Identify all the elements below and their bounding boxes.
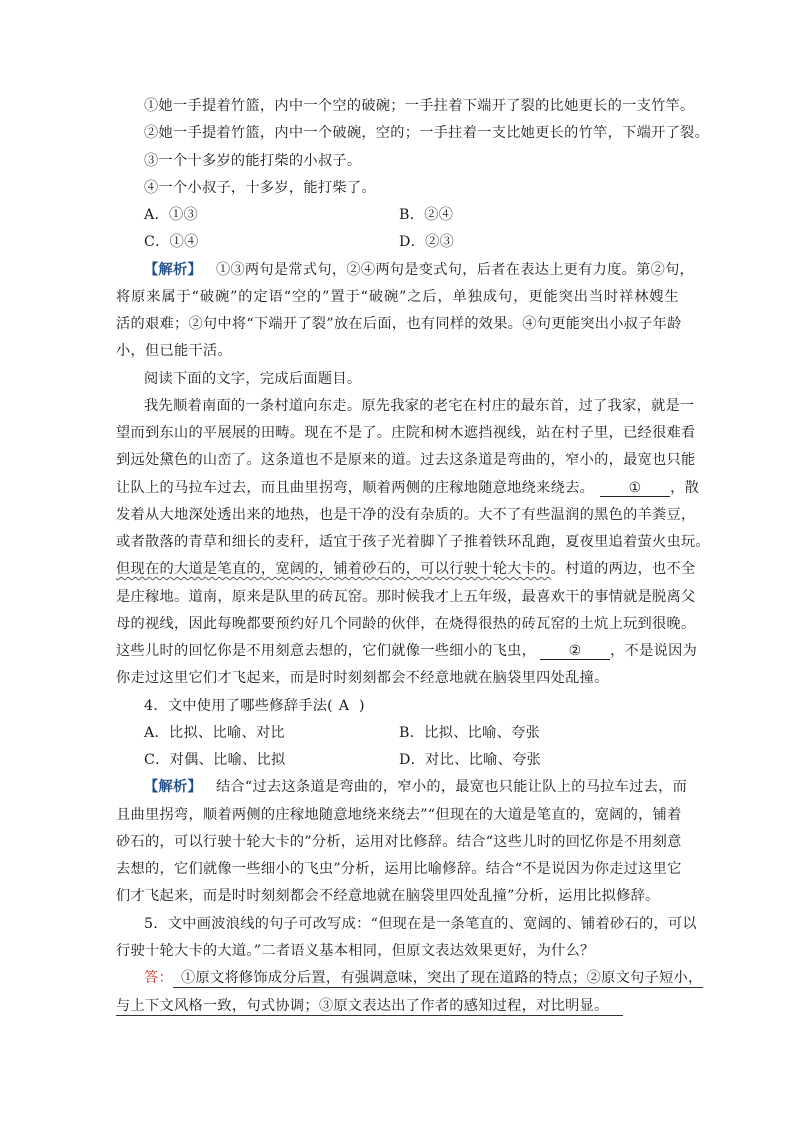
q5-answer-line-1: 答： ①原文将修饰成分后置，有强调意味，突出了现在道路的特点；②原文句子短小， <box>144 970 703 986</box>
passage-line-8: 是庄稼地。道南，原来是队里的砖瓦窑。那时候我才上五年级，最喜欢干的事情就是脱离父 <box>116 589 696 605</box>
q3-analysis-line-3: 活的艰难；②句中将“下端开了裂”放在后面，也有同样的效果。④句更能突出小叔子年龄 <box>116 316 682 332</box>
passage-line-5: 发着从大地深处透出来的地热，也是干净的没有杂质的。大不了有些温润的黑色的羊粪豆， <box>116 507 696 523</box>
q4-choice-c: C．对偶、比喻、比拟 <box>144 752 286 768</box>
q4-analysis-line-5: 们才飞起来，而是时时刻刻都会不经意地就在脑袋里四处乱撞”分析，运用比拟修辞。 <box>116 888 660 904</box>
q5-answer-line-2: 与上下文风格一致，句式协调；③原文表达出了作者的感知过程，对比明显。 <box>116 996 679 1016</box>
q4-analysis-line-4: 去想的，它们就像一些细小的飞虫”分析，运用比喻修辞。结合“不是说因为你走过这里它 <box>116 861 682 877</box>
q3-analysis-line-4: 小，但已能干活。 <box>116 343 232 359</box>
answer-label: 答： <box>144 970 173 986</box>
passage-line-11: 你走过这里它们才飞起来，而是时时刻刻都会不经意地就在脑袋里四处乱撞。 <box>116 670 609 686</box>
q5-stem-line-1: 5．文中画波浪线的句子可改写成：“但现在是一条笔直的、宽阔的、铺着砂石的，可以 <box>144 916 697 932</box>
sentence-option-3: ③一个十多岁的能打柴的小叔子。 <box>144 153 362 169</box>
choice-d: D．②③ <box>399 234 455 250</box>
fill-blank-2: ② <box>540 643 610 660</box>
q3-analysis-line-1: 【解析】 ①③两句是常式句，②④两句是变式句，后者在表达上更有力度。第②句， <box>144 262 695 278</box>
q3-analysis-line-2: 将原来属于“破碗”的定语“空的”置于“破碗”之后，单独成句，更能突出当时祥林嫂生 <box>116 289 679 305</box>
choice-b: B．②④ <box>399 207 454 223</box>
sentence-option-4: ④一个小叔子，十多岁，能打柴了。 <box>144 180 376 196</box>
q4-choice-d: D．对比、比喻、夸张 <box>399 752 542 768</box>
passage-line-1: 我先顺着南面的一条村道向东走。原先我家的老宅在村庄的最东首，过了我家，就是一 <box>144 398 695 414</box>
q4-analysis-line-2: 且曲里拐弯，顺着两侧的庄稼地随意地绕来绕去”“但现在的大道是笔直的，宽阔的，铺着 <box>116 807 682 823</box>
passage-line-3: 到远处黛色的山峦了。这条道也不是原来的道。过去这条道是弯曲的，窄小的，最宽也只能 <box>116 452 696 468</box>
sentence-option-2: ②她一手提着竹篮，内中一个破碗，空的；一手拄着一支比她更长的竹竿，下端开了裂。 <box>144 125 710 141</box>
passage-line-6: 或者散落的青草和细长的麦秆，适宜于孩子光着脚丫子推着铁环乱跑，夏夜里追着萤火虫玩。 <box>116 534 710 550</box>
q4-choice-b: B．比拟、比喻、夸张 <box>399 725 541 741</box>
q4-analysis-line-1: 【解析】 结合“过去这条道是弯曲的，窄小的，最宽也只能让队上的马拉车过去，而 <box>144 779 688 795</box>
q4-stem: 4．文中使用了哪些修辞手法( A ) <box>144 698 365 714</box>
q4-choice-a: A．比拟、比喻、对比 <box>144 725 285 741</box>
choice-c: C．①④ <box>144 234 199 250</box>
fill-blank-1: ① <box>600 480 670 497</box>
q5-stem-line-2: 行驶十轮大卡的大道。”二者语义基本相同，但原文表达效果更好，为什么？ <box>116 943 595 959</box>
analysis-label: 【解析】 <box>144 262 202 278</box>
reading-intro: 阅读下面的文字，完成后面题目。 <box>144 371 362 387</box>
q4-answer: A <box>338 698 350 714</box>
sentence-option-1: ①她一手提着竹篮，内中一个空的破碗；一手拄着下端开了裂的比她更长的一支竹竿。 <box>144 98 695 114</box>
choice-a: A．①③ <box>144 207 199 223</box>
passage-line-4: 让队上的马拉车过去，而且曲里拐弯，顺着两侧的庄稼地随意地绕来绕去。 ① ，散 <box>116 480 700 496</box>
passage-line-10: 这些儿时的回忆你是不用刻意去想的，它们就像一些细小的飞虫， ② ，不是说因为 <box>116 643 698 659</box>
wavy-underlined-sentence: 但现在的大道是笔直的，宽阔的，铺着砂石的，可以行驶十轮大卡的 <box>116 561 551 577</box>
passage-line-2: 望而到东山的平展展的田畴。现在不是了。庄院和树木遮挡视线，站在村子里，已经很难看 <box>116 425 696 441</box>
analysis-label-2: 【解析】 <box>144 779 202 795</box>
passage-line-7: 但现在的大道是笔直的，宽阔的，铺着砂石的，可以行驶十轮大卡的。村道的两边，也不全 <box>116 561 696 577</box>
passage-line-9: 母的视线，因此每晚都要预约好几个同龄的伙伴，在烧得很热的砖瓦窑的土炕上玩到很晚。 <box>116 616 696 632</box>
q4-analysis-line-3: 砂石的，可以行驶十轮大卡的”分析，运用对比修辞。结合“这些儿时的回忆你是不用刻意 <box>116 834 682 850</box>
